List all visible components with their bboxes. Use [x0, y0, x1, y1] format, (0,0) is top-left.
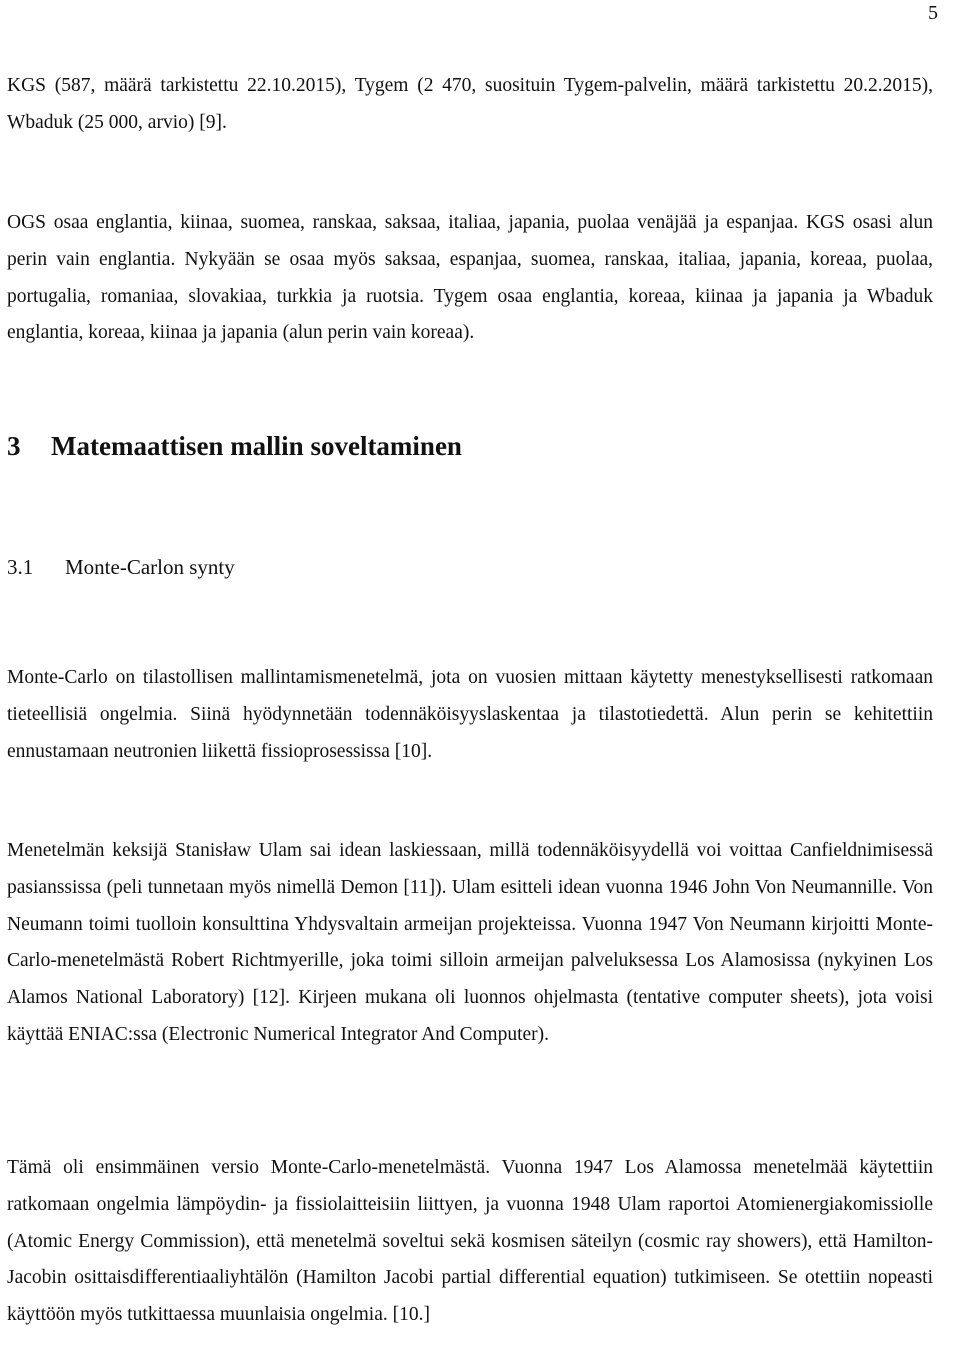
subsection-heading: [7, 549, 235, 585]
paragraph-monte-carlo: Monte-Carlo on tilastollisen mallintamismenetelmä, jota on vuosien mittaan käytetty menestyksellisesti ratkomaan tieteellisiä ongelmia. Siinä hyödynnetään todennäköisyyslaskentaa ja tilastotiedettä. Alun perin se kehitettiin ennustamaan neutronien liikettä fissioprosessissa [10].: [7, 667, 933, 762]
paragraph-ulam: Menetelmän keksijä Stanisław Ulam sai idean laskiessaan, millä todennäköisyydellä voi voittaa Canfieldnimisessä pasianssissa (peli tunnetaan myös nimellä Demon [11]). Ulam esitteli idean vuonna 1946 John Von Neumannille. Von Neumann toimi tuolloin konsulttina Yhdysvaltain armeijan projekteissa. Vuonna 1947 Von Neumann kirjoitti Monte-Carlo-menetelmästä Robert Richtmyerille, joka toimi silloin armeijan palveluksessa Los Alamosissa (nykyinen Los Alamos National Laboratory) [12]. Kirjeen mukana oli luonnos ohjelmasta (tentative computer sheets), jota voisi käyttää ENIAC:ssa (Electronic Numerical Integrator And Computer).: [7, 840, 933, 1045]
section-number: 3: [7, 431, 21, 461]
paragraph-go-servers: KGS (587, määrä tarkistettu 22.10.2015), Tygem (2 470, suosituin Tygem-palvelin, määrä tarkistettu 20.2.2015), Wbaduk (25 000, arvio) [9].: [7, 75, 933, 133]
page-number: 5: [928, 2, 938, 24]
subsection-number: 3.1: [7, 555, 34, 579]
section-heading: [7, 428, 462, 464]
section-title: Matemaattisen mallin soveltaminen: [51, 431, 462, 461]
subsection-title: Monte-Carlon synty: [65, 555, 235, 579]
paragraph-first-version: Tämä oli ensimmäinen versio Monte-Carlo-menetelmästä. Vuonna 1947 Los Alamossa menetelmää käytettiin ratkomaan ongelmia lämpöydin- ja fissiolaitteisiin liittyen, ja vuonna 1948 Ulam raportoi Atomienergiakomissiolle (Atomic Energy Commission), että menetelmä soveltui sekä kosmisen säteilyn (cosmic ray showers), että Hamilton-Jacobin osittaisdifferentiaaliyhtälön (Hamilton Jacobi partial differential equation) tutkimiseen. Se otettiin nopeasti käyttöön myös tutkittaessa muunlaisia ongelmia. [10.]: [7, 1157, 933, 1326]
paragraph-languages: OGS osaa englantia, kiinaa, suomea, ranskaa, saksaa, italiaa, japania, puolaa venäjää ja espanjaa. KGS osasi alun perin vain englantia. Nykyään se osaa myös saksaa, espanjaa, suomea, ranskaa, italiaa, japania, koreaa, puolaa, portugalia, romaniaa, slovakiaa, turkkia ja ruotsia. Tygem osaa englantia, koreaa, kiinaa ja japania ja Wbaduk englantia, koreaa, kiinaa ja japania (alun perin vain koreaa).: [7, 212, 933, 344]
